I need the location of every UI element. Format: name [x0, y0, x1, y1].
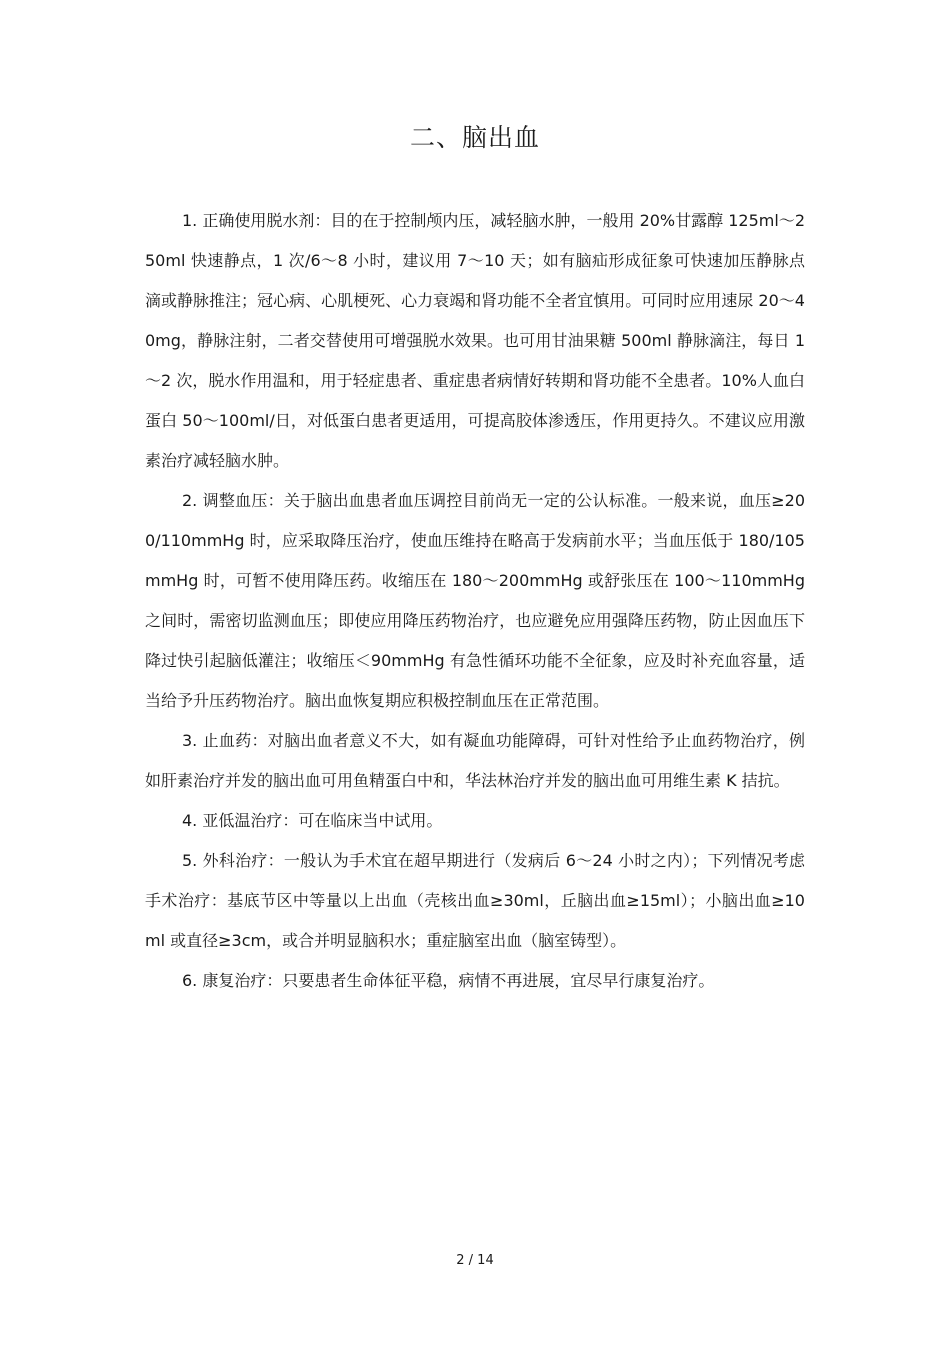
page-title: 二、脑出血	[409, 123, 540, 152]
page-number: 2 / 14	[456, 1253, 494, 1268]
paragraph-blood-pressure: 2. 调整血压：关于脑出血患者血压调控目前尚无一定的公认标准。一般来说，血压≥200/110mmHg 时，应采取降压治疗，使血压维持在略高于发病前水平；当血压低于 180/105mmHg 时，可暂不使用降压药。收缩压在 180～200mmHg 或舒张压在 100～110mmHg 之间时，需密切监测血压；即使应用降压药物治疗，也应避免应用强降压药物，防止因血压下降过快引起脑低灌注；收缩压＜90mmHg 有急性循环功能不全征象，应及时补充血容量，适当给予升压药物治疗。脑出血恢复期应积极控制血压在正常范围。	[145, 491, 805, 710]
paragraph-surgery: 5. 外科治疗：一般认为手术宜在超早期进行（发病后 6～24 小时之内）；下列情况考虑手术治疗：基底节区中等量以上出血（壳核出血≥30ml，丘脑出血≥15ml）；小脑出血≥10ml 或直径≥3cm，或合并明显脑积水；重症脑室出血（脑室铸型）。	[145, 851, 805, 950]
paragraph-hemostatic: 3. 止血药：对脑出血者意义不大，如有凝血功能障碍，可针对性给予止血药物治疗，例如肝素治疗并发的脑出血可用鱼精蛋白中和，华法林治疗并发的脑出血可用维生素 K 拮抗。	[145, 731, 805, 790]
document-body	[145, 201, 805, 1001]
paragraph-hypothermia: 4. 亚低温治疗：可在临床当中试用。	[182, 811, 443, 830]
paragraph-dehydration: 1. 正确使用脱水剂：目的在于控制颅内压，减轻脑水肿，一般用 20%甘露醇 125ml～250ml 快速静点，1 次/6～8 小时，建议用 7～10 天；如有脑疝形成征象可快速加压静脉点滴或静脉推注；冠心病、心肌梗死、心力衰竭和肾功能不全者宜慎用。可同时应用速尿 20～40mg，静脉注射，二者交替使用可增强脱水效果。也可用甘油果糖 500ml 静脉滴注，每日 1～2 次，脱水作用温和，用于轻症患者、重症患者病情好转期和肾功能不全患者。10%人血白蛋白 50～100ml/日，对低蛋白患者更适用，可提高胶体渗透压，作用更持久。不建议应用激素治疗减轻脑水肿。	[145, 211, 805, 470]
paragraph-rehabilitation: 6. 康复治疗：只要患者生命体征平稳，病情不再进展，宜尽早行康复治疗。	[182, 971, 715, 990]
